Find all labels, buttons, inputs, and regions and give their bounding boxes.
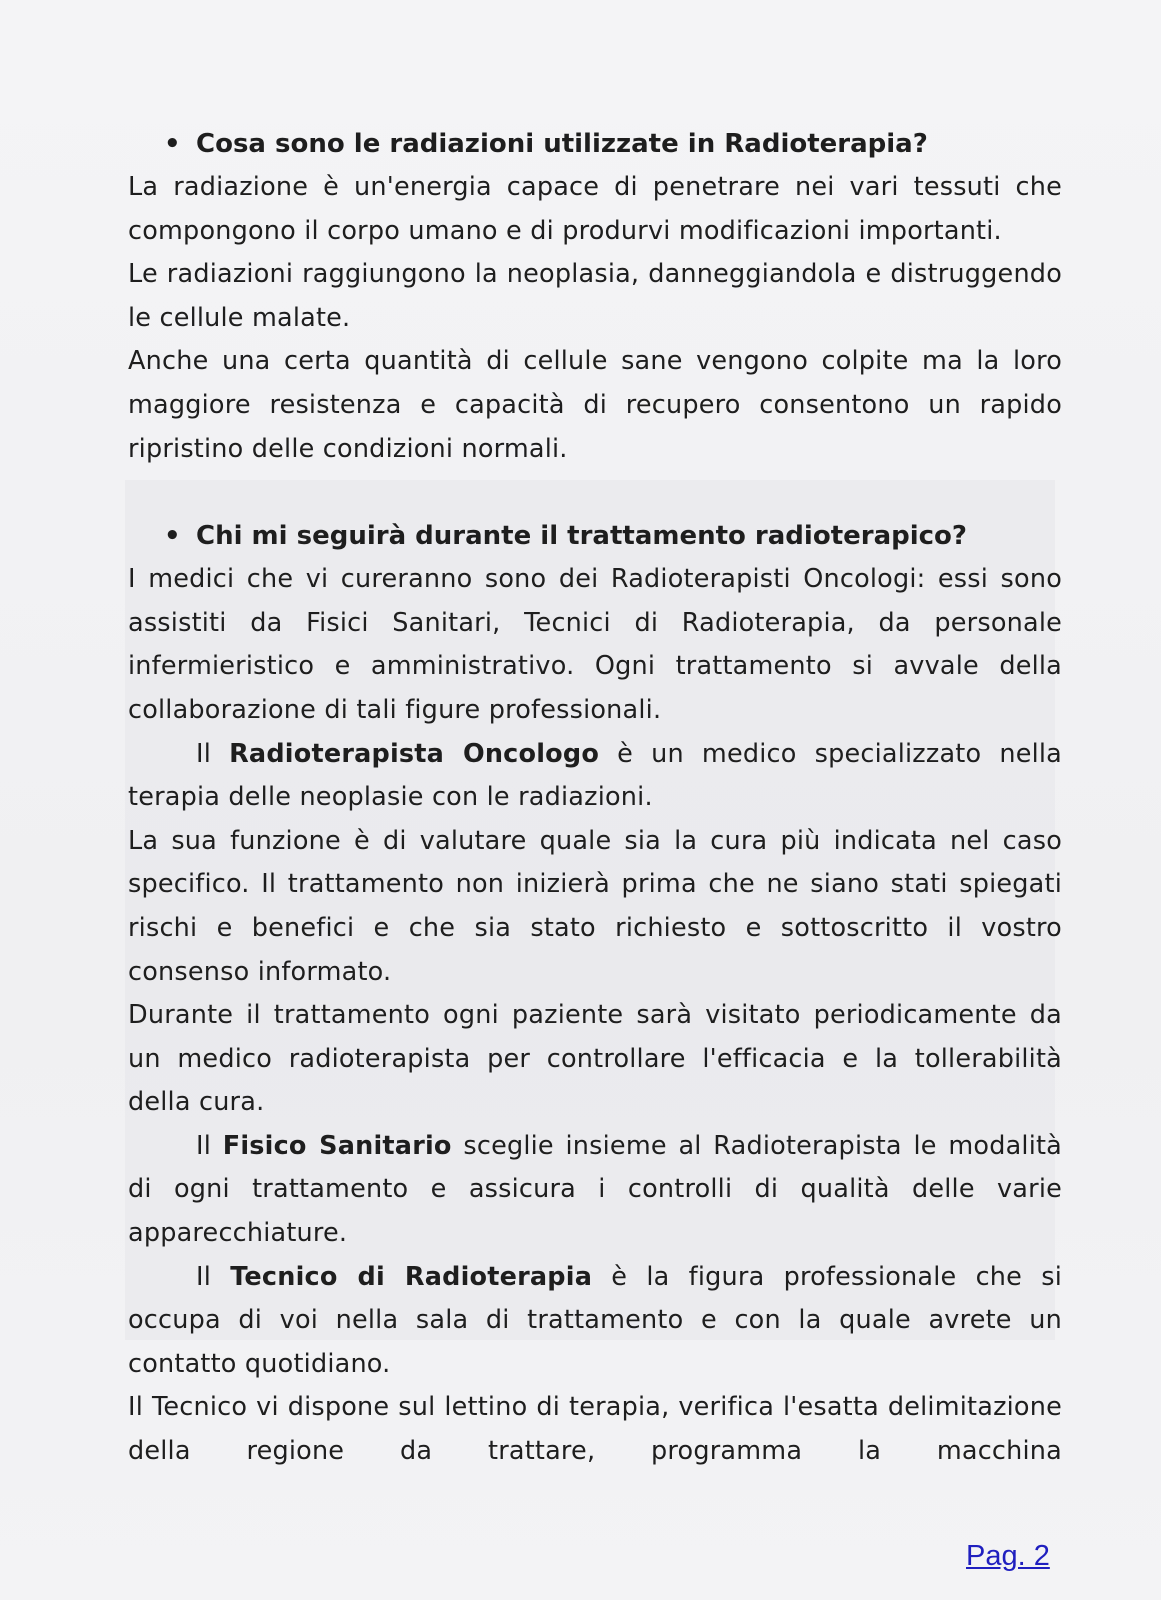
text-post: sceglie insieme al Radioterapista le modalità di ogni trattamento e assicura i controlli di qualità delle varie apparecchiature. [128, 1130, 1062, 1249]
paragraph-oncologo [128, 733, 1062, 820]
paragraph-tecnico [128, 1256, 1062, 1387]
term-tecnico-radioterapia: Tecnico di Radioterapia [230, 1261, 593, 1292]
section-heading-radiations [128, 122, 1062, 166]
bullet-icon: • [164, 521, 181, 552]
term-fisico-sanitario: Fisico Sanitario [222, 1130, 452, 1161]
paragraph: La sua funzione è di valutare quale sia la cura più indicata nel caso specifico. Il trattamento non inizierà prima che ne siano stati spiegati rischi e benefici e che sia stato richiesto e sottoscritto il vostro consenso informato. [128, 825, 1062, 987]
page-content [128, 122, 1062, 1474]
paragraph: La radiazione è un'energia capace di penetrare nei vari tessuti che compongono il corpo umano e di produrvi modificazioni importanti. [128, 172, 1062, 246]
paragraph: Durante il trattamento ogni paziente sarà visitato periodicamente da un medico radioterapista per controllare l'efficacia e la tollerabilità della cura. [128, 1000, 1062, 1118]
text-post: è la figura professionale che si occupa di voi nella sala di trattamento e con la quale avrete un contatto quotidiano. [128, 1261, 1063, 1379]
heading-text: Cosa sono le radiazioni utilizzate in Radioterapia? [196, 129, 928, 159]
paragraph-tecnico-detail: Il Tecnico vi dispone sul lettino di terapia, verifica l'esatta delimitazione della regione da trattare, programma la macchina [128, 1392, 1062, 1467]
section-heading-team [128, 514, 1062, 558]
heading-text: Chi mi seguirà durante il trattamento radioterapico? [196, 521, 967, 552]
page-number-link[interactable]: Pag. 2 [966, 1540, 1050, 1572]
paragraph: Anche una certa quantità di cellule sane vengono colpite ma la loro maggiore resistenza e capacità di recupero consentono un rapido ripristino delle condizioni normali. [128, 346, 1062, 464]
text-pre: Il [196, 1130, 223, 1161]
paragraph: Le radiazioni raggiungono la neoplasia, danneggiandola e distruggendo le cellule malate. [128, 259, 1062, 333]
text-post: è un medico specializzato nella terapia delle neoplasie con le radiazioni. [128, 738, 1062, 813]
paragraph-fisico [128, 1125, 1062, 1256]
term-radioterapista-oncologo: Radioterapista Oncologo [229, 738, 600, 769]
text-pre: Il [196, 1261, 231, 1292]
paragraph-intro: I medici che vi cureranno sono dei Radioterapisti Oncologi: essi sono assistiti da Fisici Sanitari, Tecnici di Radioterapia, da personale infermieristico e amministrativo. Ogni trattamento si avvale della collaborazione di tali figure professionali. [128, 564, 1062, 725]
text-pre: Il [196, 738, 230, 769]
section-spacer [128, 471, 1062, 514]
bullet-icon: • [164, 129, 181, 159]
